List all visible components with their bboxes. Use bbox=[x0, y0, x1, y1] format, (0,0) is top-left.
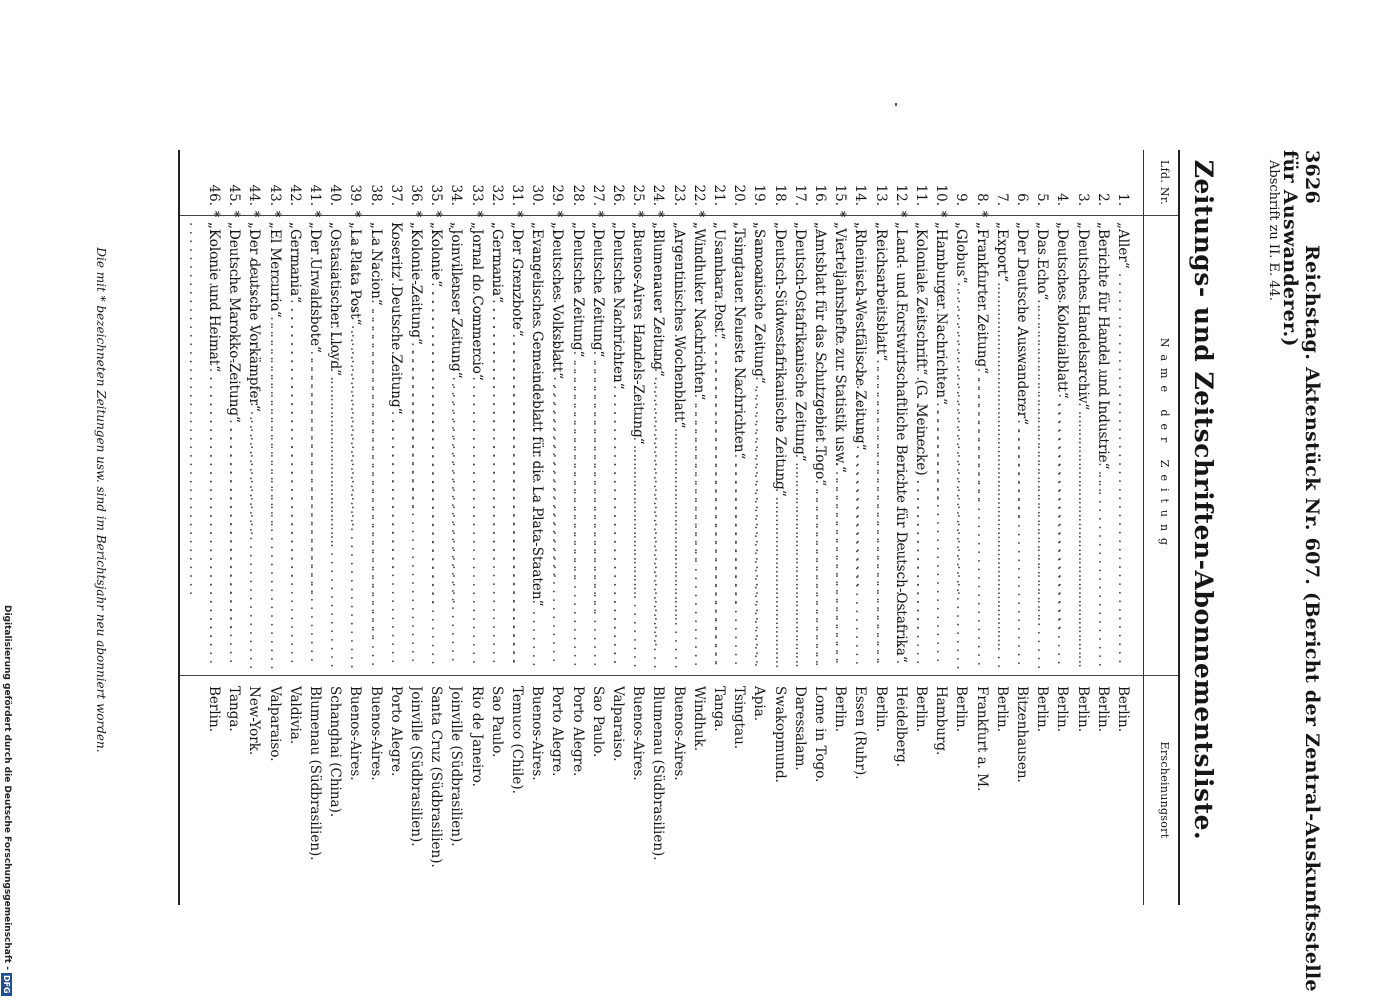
digitization-watermark bbox=[1, 605, 13, 994]
row-number: 35. bbox=[428, 184, 445, 206]
newspaper-name: „Deutsches Volksblatt“ . . . bbox=[527, 222, 567, 670]
table-row bbox=[1012, 150, 1032, 905]
new-subscription-marker: * bbox=[509, 210, 525, 218]
newspaper-name: „Der Deutsche Auswanderer“ . . . bbox=[992, 222, 1032, 670]
list-title: Zeitungs- und Zeitschriften-Abonnementsliste. bbox=[1189, 159, 1218, 841]
row-number: 22. bbox=[690, 184, 707, 206]
publication-place: Sao Paulo. bbox=[589, 686, 606, 758]
new-subscription-marker: * bbox=[650, 210, 667, 218]
publication-place: Buenos-Aires. bbox=[347, 686, 364, 781]
newspaper-name: „Usambara Post“ . . . bbox=[689, 222, 729, 670]
table-row bbox=[810, 150, 830, 905]
publication-place: Berlin. bbox=[1074, 686, 1091, 732]
publication-place: Porto Alegre. bbox=[569, 686, 586, 777]
row-number: 28. bbox=[569, 184, 586, 206]
row-number: 3. bbox=[1074, 193, 1091, 206]
newspaper-name: „Jornal do Commercio“ . . . bbox=[447, 222, 487, 670]
table-row bbox=[547, 150, 567, 905]
newspaper-name: „Reichsarbeitsblatt“ . . . bbox=[851, 222, 891, 670]
row-number: 37. bbox=[387, 184, 404, 206]
publication-place: Blumenau (Südbrasilien). bbox=[650, 686, 667, 861]
publication-place: Lome in Togo. bbox=[812, 686, 828, 783]
publication-place: Valdivia. bbox=[286, 686, 303, 745]
publication-place: Berlin. bbox=[1054, 686, 1071, 732]
table-row bbox=[951, 150, 971, 905]
publication-place: Temuco (Chile). bbox=[509, 686, 525, 794]
newspaper-name: „Der Urwaldsbote“ . . . bbox=[285, 222, 325, 670]
publication-place: Porto Alegre. bbox=[387, 686, 404, 777]
publication-place: Frankfurt a. M. bbox=[973, 686, 990, 792]
newspaper-name: „Der deutsche Vorkämpfer“ . . . bbox=[224, 222, 264, 670]
dfg-logo: DFG bbox=[2, 974, 12, 994]
document-reference: Abschrift zu II. E. 44. bbox=[1266, 160, 1281, 301]
table-bottom-rule bbox=[178, 150, 180, 905]
row-number: 39. bbox=[347, 184, 364, 206]
publication-place: Daressalam. bbox=[791, 686, 808, 771]
running-title: Reichstag. Aktenstück Nr. 607. (Bericht der Zentral-Auskunftsstelle für Auswanderer.) bbox=[1279, 150, 1323, 992]
table-row bbox=[608, 150, 628, 905]
table-row bbox=[588, 150, 608, 905]
row-number: 18. bbox=[771, 184, 788, 206]
row-number: 44. bbox=[246, 184, 263, 206]
new-subscription-marker: * bbox=[246, 210, 263, 218]
table-row bbox=[749, 150, 769, 905]
column-header-number: Lfd. Nr. bbox=[1158, 160, 1171, 205]
table-row bbox=[325, 150, 345, 905]
table-row bbox=[648, 150, 668, 905]
table-row bbox=[406, 150, 426, 905]
table-row bbox=[689, 150, 709, 905]
table-row bbox=[487, 150, 507, 905]
newspaper-name: „Evangelisches Gemeindeblatt für die La Plata-Staaten“ . . . bbox=[487, 222, 547, 670]
new-subscription-marker: * bbox=[226, 210, 243, 218]
new-subscription-marker: * bbox=[266, 210, 283, 218]
table-row bbox=[790, 150, 810, 905]
row-number: 4. bbox=[1054, 193, 1071, 206]
newspaper-name: „El Mercurio“ . . . bbox=[245, 222, 285, 670]
newspaper-name: „La Nacion“ . . . bbox=[346, 222, 386, 670]
publication-place: Tanga. bbox=[711, 686, 727, 732]
row-number: 6. bbox=[1014, 193, 1030, 206]
publication-place: Schanghai (China). bbox=[327, 686, 344, 818]
table-row bbox=[285, 150, 305, 905]
table-row bbox=[224, 150, 244, 905]
publication-place: Berlin. bbox=[206, 686, 222, 732]
row-number: 25. bbox=[630, 184, 647, 206]
publication-place: Apia. bbox=[751, 686, 768, 722]
newspaper-name: „Kolonie-Zeitung“ . . . bbox=[386, 222, 426, 670]
row-number: 30. bbox=[529, 184, 546, 206]
publication-place: Porto Alegre. bbox=[549, 686, 566, 777]
row-number: 14. bbox=[852, 184, 869, 206]
row-number: 32. bbox=[488, 184, 505, 206]
newspaper-name: „Germania“ . . . bbox=[467, 222, 507, 670]
newspaper-name: „Hamburger Nachrichten“ . . . bbox=[911, 222, 951, 670]
table-row bbox=[345, 150, 365, 905]
column-header-place: Erscheinungsort bbox=[1158, 741, 1171, 839]
newspaper-name: „Tsingtauer Neueste Nachrichten“ . . . bbox=[689, 222, 749, 670]
row-number: 38. bbox=[367, 184, 384, 206]
publication-place: Berlin. bbox=[832, 686, 849, 732]
table-row bbox=[709, 150, 729, 905]
new-subscription-marker: * bbox=[428, 210, 445, 218]
table-header-rule bbox=[1143, 150, 1144, 905]
table-row bbox=[366, 150, 386, 905]
table-row bbox=[891, 150, 911, 905]
column-header-name: Name der Zeitung bbox=[1158, 337, 1171, 553]
row-number: 20. bbox=[731, 184, 748, 206]
row-number: 10. bbox=[933, 184, 950, 206]
publication-place: Sao Paulo. bbox=[488, 686, 505, 758]
row-number: 43. bbox=[266, 184, 283, 206]
publication-place: Swakopmund. bbox=[771, 686, 788, 783]
publication-place: Bitzenhausen. bbox=[1014, 686, 1030, 783]
newspaper-name: „Deutsch-Südwestafrikanische Zeitung“ . . . bbox=[730, 222, 790, 670]
row-number: 8. bbox=[973, 193, 990, 206]
newspaper-name: „Globus“ . . . bbox=[931, 222, 971, 670]
row-number: 7. bbox=[993, 193, 1010, 206]
row-number: 41. bbox=[307, 184, 323, 206]
row-number: 2. bbox=[1094, 193, 1111, 206]
row-number: 15. bbox=[832, 184, 849, 206]
table-row bbox=[426, 150, 446, 905]
newspaper-name: „Aller“ . . . bbox=[1093, 222, 1133, 670]
newspaper-name: „Ostasiatischer Lloyd“ . . . bbox=[305, 222, 345, 670]
publication-place: Valparaiso. bbox=[610, 686, 626, 762]
publication-place: Hamburg. bbox=[933, 686, 950, 756]
publication-place: Berlin. bbox=[913, 686, 929, 732]
row-number: 13. bbox=[872, 184, 889, 206]
table-row bbox=[628, 150, 648, 905]
table-row bbox=[669, 150, 689, 905]
table-row bbox=[527, 150, 547, 905]
header-line bbox=[1279, 150, 1323, 1000]
table-row bbox=[850, 150, 870, 905]
row-number: 31. bbox=[509, 184, 525, 206]
newspaper-name: „Argentinisches Wochenblatt“ . . . bbox=[649, 222, 689, 670]
new-subscription-marker: * bbox=[307, 210, 323, 218]
newspaper-name: „Blumenauer Zeitung“ . . . bbox=[628, 222, 668, 670]
new-subscription-marker: * bbox=[408, 210, 424, 218]
newspaper-name: „Kolonie“ . . . bbox=[406, 222, 446, 670]
table-row bbox=[911, 150, 931, 905]
row-number: 11. bbox=[913, 184, 929, 206]
newspaper-name: „Germania“ . . . bbox=[265, 222, 305, 670]
table-row bbox=[1052, 150, 1072, 905]
row-number: 16. bbox=[812, 184, 828, 206]
newspaper-name: „Deutsch-Ostafrikanische Zeitung“ . . . bbox=[750, 222, 810, 670]
publication-place: Tsingtau. bbox=[731, 686, 748, 750]
newspaper-name: „Berichte für Handel und Industrie“ . . . bbox=[1053, 222, 1113, 670]
publication-place: Tanga. bbox=[226, 686, 243, 732]
row-number: 23. bbox=[670, 184, 687, 206]
row-number: 36. bbox=[408, 184, 424, 206]
table-row bbox=[1073, 150, 1093, 905]
table-row bbox=[467, 150, 487, 905]
row-number: 34. bbox=[448, 184, 465, 206]
publication-place: Joinville (Südbrasilien). bbox=[448, 686, 465, 847]
row-number: 42. bbox=[286, 184, 303, 206]
newspaper-name: „Deutsches Handelsarchiv“ . . . bbox=[1053, 222, 1093, 670]
new-subscription-marker: * bbox=[933, 210, 950, 218]
new-subscription-marker: * bbox=[630, 210, 647, 218]
new-subscription-marker: * bbox=[589, 210, 606, 218]
newspaper-name: „Buenos-Aires Handels-Zeitung“ . . . bbox=[608, 222, 648, 670]
new-subscription-marker: * bbox=[832, 210, 849, 218]
publication-place: Heidelberg. bbox=[892, 686, 909, 768]
publication-place: Essen (Ruhr). bbox=[852, 686, 869, 780]
row-number: 19. bbox=[751, 184, 768, 206]
page-number: 3626 bbox=[1301, 150, 1323, 205]
row-number: 45. bbox=[226, 184, 243, 206]
newspaper-name: „Koloniale Zeitschrift“ (G. Meinecke) . . . bbox=[871, 222, 931, 670]
newspaper-name: „Deutsche Zeitung“ . . . bbox=[568, 222, 608, 670]
row-number: 21. bbox=[711, 184, 727, 206]
row-number: 17. bbox=[791, 184, 808, 206]
table-row bbox=[265, 150, 285, 905]
row-number: 33. bbox=[468, 184, 485, 206]
publication-place: Buenos-Aires. bbox=[529, 686, 546, 781]
footnote: Die mit * bezeichneten Zeitungen usw. sind im Berichtsjahr neu abonniert worden. bbox=[94, 247, 108, 753]
newspaper-name: „Amtsblatt für das Schutzgebiet Togo“ . . . bbox=[770, 222, 830, 670]
newspaper-name: „Der Grenzbote“ . . . bbox=[487, 222, 527, 670]
row-number: 29. bbox=[549, 184, 566, 206]
publication-place: Berlin. bbox=[953, 686, 970, 732]
newspaper-name: „Vierteljahrshefte zur Statistik usw.“ . . . bbox=[790, 222, 850, 670]
newspaper-name: „Deutsches Kolonialblatt“ . . . bbox=[1032, 222, 1072, 670]
newspaper-name: „Export“ . . . bbox=[972, 222, 1012, 670]
row-number: 5. bbox=[1034, 193, 1051, 206]
new-subscription-marker: * bbox=[549, 210, 566, 218]
newspaper-name: Koseritz' Deutsche Zeitung“ . . . bbox=[366, 222, 406, 670]
publication-place: Rio de Janeiro. bbox=[468, 686, 485, 787]
new-subscription-marker: * bbox=[468, 210, 485, 218]
row-number: 40. bbox=[327, 184, 344, 206]
publication-place: Berlin. bbox=[872, 686, 889, 732]
row-number: 46. bbox=[206, 184, 222, 206]
row-number: 12. bbox=[892, 184, 909, 206]
table-row bbox=[244, 150, 264, 905]
table-row bbox=[729, 150, 749, 905]
table-row bbox=[830, 150, 850, 905]
publication-place: Windhuk. bbox=[690, 686, 707, 752]
table-row bbox=[386, 150, 406, 905]
newspaper-name: „Rheinisch-Westfälische Zeitung“ . . . bbox=[810, 222, 870, 670]
table-row bbox=[305, 150, 325, 905]
publication-place: Berlin. bbox=[1034, 686, 1051, 732]
new-subscription-marker: * bbox=[973, 210, 990, 218]
table-row bbox=[507, 150, 527, 905]
table-row bbox=[1113, 150, 1133, 905]
row-number: 27. bbox=[589, 184, 606, 206]
newspaper-name: „Samoanische Zeitung“ . . . bbox=[729, 222, 769, 670]
newspaper-name: „Deutsche Nachrichten“ . . . bbox=[588, 222, 628, 670]
row-number: 24. bbox=[650, 184, 667, 206]
table-row bbox=[1093, 150, 1113, 905]
publication-place: Buenos-Aires. bbox=[630, 686, 647, 781]
table-row bbox=[204, 150, 224, 905]
new-subscription-marker: * bbox=[892, 210, 909, 218]
newspaper-name: „Deutsche Zeitung“ . . . bbox=[548, 222, 588, 670]
table-row bbox=[871, 150, 891, 905]
publication-place: Berlin. bbox=[1094, 686, 1111, 732]
row-number: 26. bbox=[610, 184, 626, 206]
row-number: 9. bbox=[953, 193, 970, 206]
new-subscription-marker: * bbox=[347, 210, 364, 218]
publication-place: Joinville (Südbrasilien). bbox=[408, 686, 424, 847]
newspaper-name: „Windhuker Nachrichten“ . . . bbox=[669, 222, 709, 670]
newspaper-name: „La Plata Post“ . . . bbox=[325, 222, 365, 670]
table-row bbox=[992, 150, 1012, 905]
row-number: 1. bbox=[1115, 193, 1131, 206]
table-row bbox=[931, 150, 951, 905]
publication-place: Blumenau (Südbrasilien). bbox=[307, 686, 323, 861]
new-subscription-marker: * bbox=[690, 210, 707, 218]
newspaper-name: „Joinvillenser Zeitung“ . . . bbox=[426, 222, 466, 670]
table-row bbox=[770, 150, 790, 905]
table-row bbox=[1032, 150, 1052, 905]
publication-place: Berlin. bbox=[1115, 686, 1131, 732]
watermark-text: Digitalisierung gefördert durch die Deutsche Forschungsgemeinschaft - bbox=[2, 605, 12, 970]
newspaper-name: „Das Echo“ . . . bbox=[1012, 222, 1052, 670]
newspaper-name: „Frankfurter Zeitung“ . . . bbox=[952, 222, 992, 670]
publication-place: Berlin. bbox=[993, 686, 1010, 732]
publication-place: Buenos-Aires. bbox=[367, 686, 384, 781]
publication-place: Valparaiso. bbox=[266, 686, 283, 762]
publication-place: Buenos-Aires. bbox=[670, 686, 687, 781]
newspaper-name: „Land- und Forstwirtschaftliche Berichte für Deutsch-Ostafrika“ . . . bbox=[851, 222, 911, 670]
publication-place: New-York. bbox=[246, 686, 263, 756]
table-row bbox=[446, 150, 466, 905]
new-subscription-marker: * bbox=[206, 210, 222, 218]
newspaper-name: „Kolonie und Heimat“ . . . bbox=[184, 222, 224, 670]
publication-place: Santa Cruz (Südbrasilien). bbox=[428, 686, 445, 868]
table-row bbox=[972, 150, 992, 905]
table-row bbox=[568, 150, 588, 905]
newspaper-name: „Deutsche Marokko-Zeitung“ . . . bbox=[204, 222, 244, 670]
table-top-rule bbox=[1178, 150, 1180, 905]
